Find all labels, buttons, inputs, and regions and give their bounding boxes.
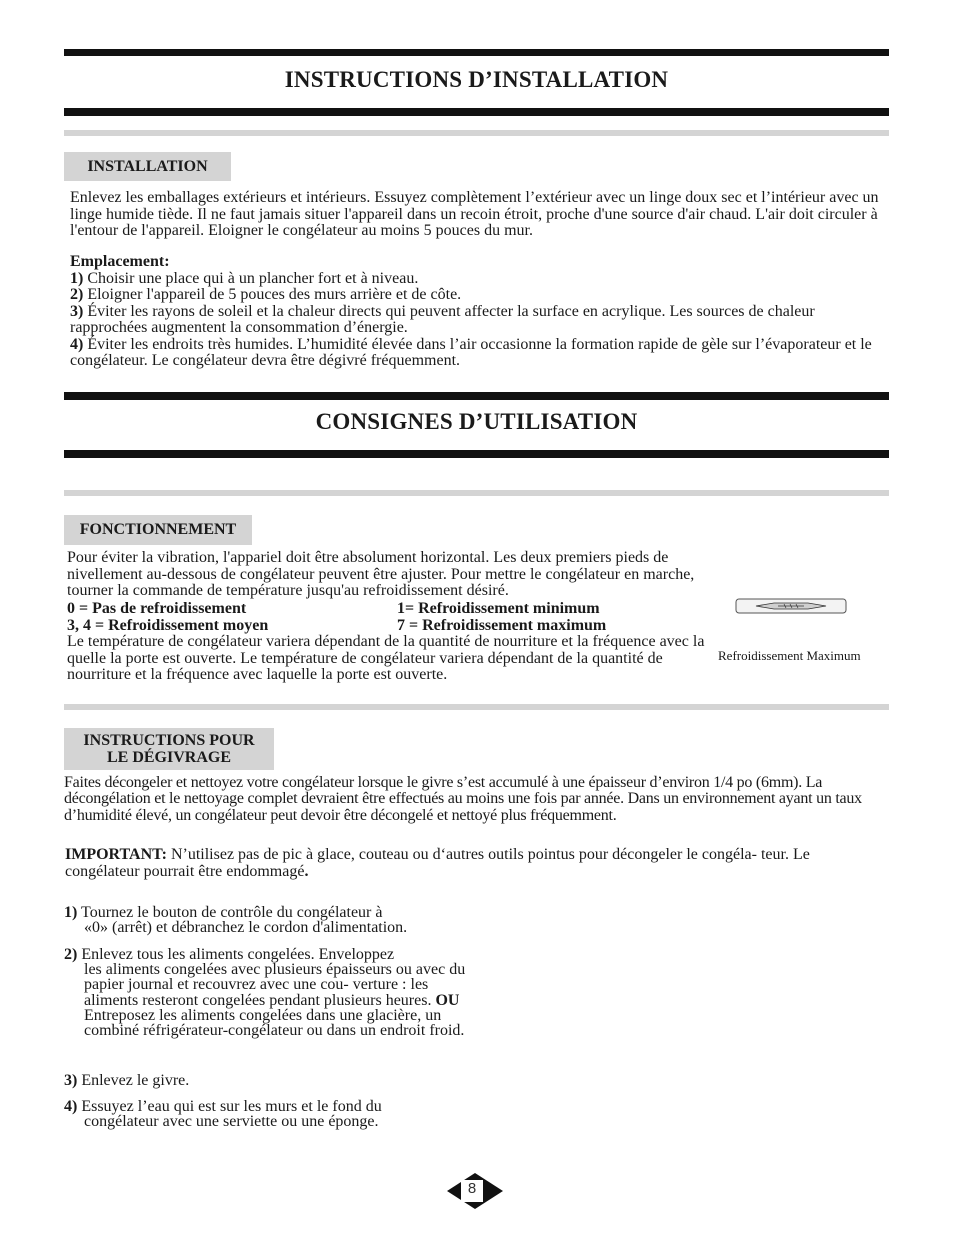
setting-1: 1= Refroidissement minimum — [397, 600, 600, 617]
important-label: IMPORTANT: — [65, 846, 167, 863]
top-rule — [64, 49, 889, 56]
defrost-step: 1) Tournez le bouton de contrôle du congélateur à «0» (arrêt) et débranchez le cordon d'alimentation. — [64, 904, 408, 937]
section-rule — [64, 392, 889, 400]
gray-divider — [64, 130, 889, 136]
location-item: 2) Eloigner l'appareil de 5 pouces des murs arrière et de côte. — [70, 286, 462, 303]
defrost-step: 3) Enlevez le givre. — [64, 1072, 190, 1089]
defrost-step: 4) Essuyez l’eau qui est sur les murs et le fond du congélateur avec une serviette ou une éponge. — [64, 1098, 382, 1131]
section-title-installation: INSTRUCTIONS D’INSTALLATION — [284, 67, 669, 92]
defrost-step: 2) Enlevez tous les aliments congelées. Enveloppez les aliments congelées avec plusieurs épaisseurs ou avec du papier journal et recouvrez avec une cou- verture : les aliments resteront congelées pendant plusieurs heures. OU Entreposez les aliments congelées dans une glacière, un combiné réfrigérateur-congélateur ou dans un endroit froid. — [64, 946, 466, 1040]
operation-outro: Le température de congélateur variera dépendant de la quantité de nourriture et la fréquence avec la quelle la porte est ouverte. Le température de congélateur variera dépendant de la quantité de nourriture et la fréquence avec laquelle la porte est ouverte. — [67, 633, 705, 683]
defrost-intro: Faites décongeler et nettoyez votre congélateur lorsque le givre s’est accumulé à une épaisseur d’environ 1/4 po (6mm). La décongélation et le nettoyage complet devraient être effectués au moins une fois par année. Dans un environnement ayant un taux d’humidité élevé, un congélateur peut devoir être décongelé et nettoyé plus fréquemment. — [64, 774, 862, 824]
subheading-degivrage — [64, 728, 274, 770]
setting-3-4: 3, 4 = Refroidissement moyen — [67, 617, 269, 634]
setting-7: 7 = Refroidissement maximum — [397, 617, 607, 634]
thermostat-dial-illustration — [734, 596, 848, 618]
gray-divider — [64, 490, 889, 496]
location-heading: Emplacement: — [70, 253, 170, 270]
subheading-line: INSTRUCTIONS POUR — [83, 732, 255, 749]
gray-divider — [64, 704, 889, 710]
subheading-fonctionnement: FONCTIONNEMENT — [64, 515, 252, 545]
important-note: IMPORTANT: N’utilisez pas de pic à glace, couteau ou d‘autres outils pointus pour décongeler le congéla- teur. Le congélateur pourrait être endommagé. — [65, 846, 810, 880]
location-item: 1) Choisir une place qui à un plancher fort et à niveau. — [70, 269, 419, 287]
dial-caption: Refroidissement Maximum — [718, 648, 861, 663]
subheading-installation: INSTALLATION — [64, 152, 231, 181]
location-block — [70, 254, 885, 370]
important-text: N’utilisez pas de pic à glace, couteau ou d‘autres outils pointus pour décongeler le congéla- teur. Le congélateur pourrait être endommagé — [65, 846, 810, 880]
operation-intro: Pour éviter la vibration, l'appariel doit être absolument horizontal. Les deux premiers pieds de nivellement au-dessous de congélateur peuvent être ajuster. Pour mettre le congélateur en marche, tourner la commande de température jusqu'au refroidissement désiré. — [67, 549, 695, 599]
location-item: 4) Éviter les endroits très humides. L’humidité élevée dans l’air occasionne la formation rapide de gèle sur l’évaporateur et le congélateur. Le congélateur devra être dégivré fréquemment. — [70, 335, 872, 369]
title-underline — [64, 450, 889, 458]
subheading-line: LE DÉGIVRAGE — [106, 749, 232, 766]
installation-intro: Enlevez les emballages extérieurs et intérieurs. Essuyez complètement l’extérieur avec un linge doux sec et l’intérieur avec un linge humide tiède. Il ne faut jamais situer l'appareil dans un recoin étroit, proche d'une source d'air chaud. L'air doit circuler à l'entour de l'appareil. Eloigner le congélateur au moins 5 pouces du mur. — [70, 189, 879, 239]
location-item: 3) Éviter les rayons de soleil et la chaleur directs qui peuvent affecter la surface en acrylique. Les sources de chaleur rapprochées augmentent la consommation d’énergie. — [70, 302, 815, 336]
section-title-utilisation: CONSIGNES D’UTILISATION — [315, 409, 638, 434]
title-underline — [64, 108, 889, 116]
page-number: 8 — [467, 1180, 477, 1197]
setting-0: 0 = Pas de refroidissement — [67, 600, 247, 617]
